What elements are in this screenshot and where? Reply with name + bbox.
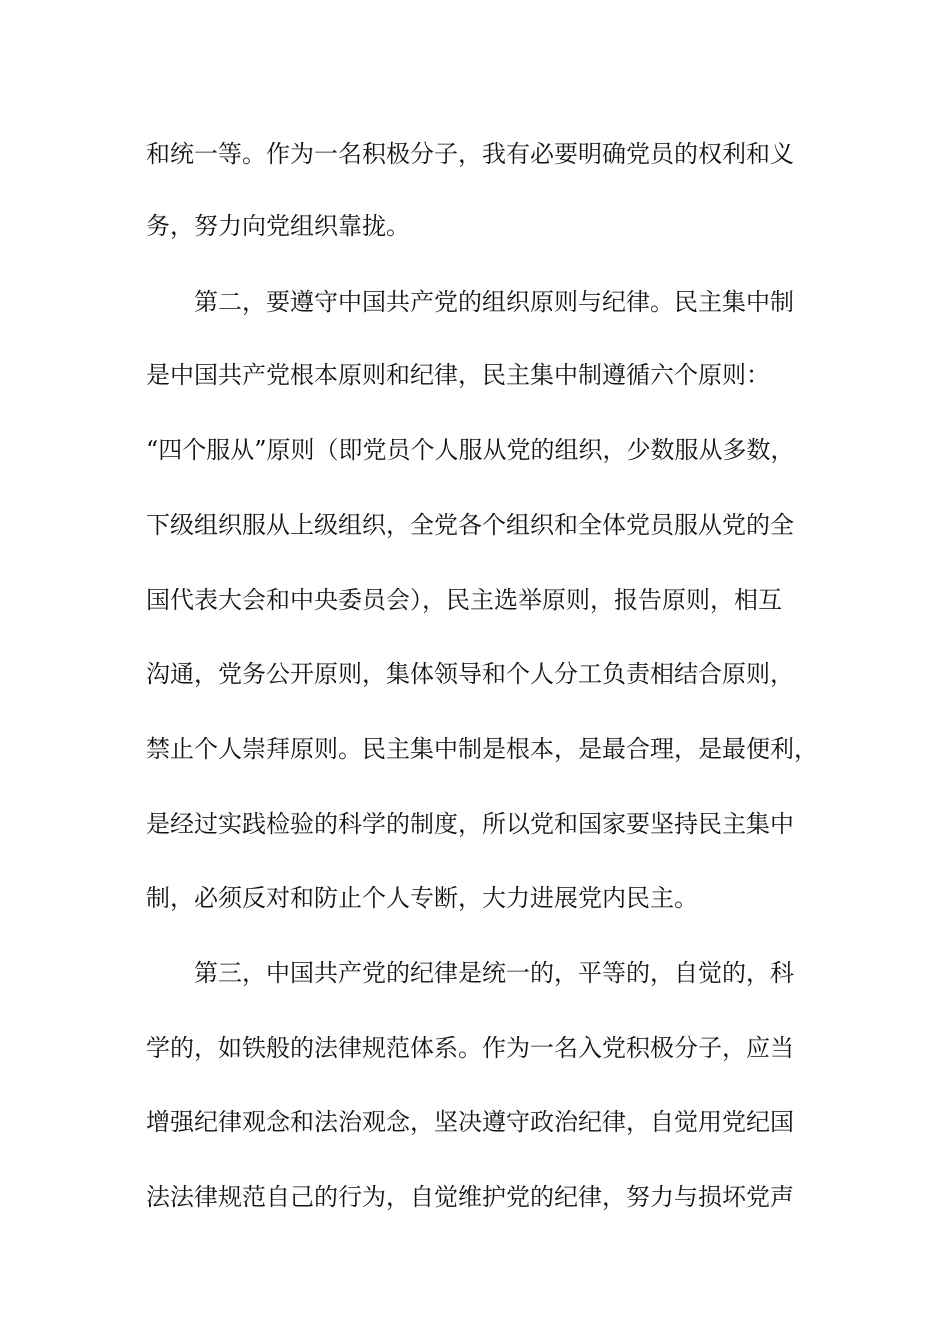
text-line: 是经过实践检验的科学的制度，所以党和国家要坚持民主集中 [146, 810, 794, 838]
text-line: 和统一等。作为一名积极分子，我有必要明确党员的权利和义 [146, 140, 794, 168]
text-line: 是中国共产党根本原则和纪律，民主集中制遵循六个原则： [146, 361, 770, 389]
text-line: 禁止个人崇拜原则。民主集中制是根本，是最合理，是最便利， [146, 735, 818, 763]
text-line: 学的，如铁般的法律规范体系。作为一名入党积极分子，应当 [146, 1034, 794, 1062]
paragraph-start-line: 第三，中国共产党的纪律是统一的，平等的，自觉的，科 [194, 959, 794, 987]
paragraph-start-line: 第二，要遵守中国共产党的组织原则与纪律。民主集中制 [194, 288, 794, 316]
text-line: 国代表大会和中央委员会），民主选举原则，报告原则，相互 [146, 586, 782, 614]
text-line: 下级组织服从上级组织，全党各个组织和全体党员服从党的全 [146, 511, 794, 539]
text-line: 沟通，党务公开原则，集体领导和个人分工负责相结合原则， [146, 660, 794, 688]
text-line: 制，必须反对和防止个人专断，大力进展党内民主。 [146, 884, 698, 912]
text-line: 法法律规范自己的行为，自觉维护党的纪律，努力与损坏党声 [146, 1183, 794, 1211]
text-line: “四个服从”原则（即党员个人服从党的组织，少数服从多数， [146, 436, 795, 464]
text-line: 增强纪律观念和法治观念，坚决遵守政治纪律，自觉用党纪国 [146, 1108, 794, 1136]
text-line: 务，努力向党组织靠拢。 [146, 212, 410, 240]
